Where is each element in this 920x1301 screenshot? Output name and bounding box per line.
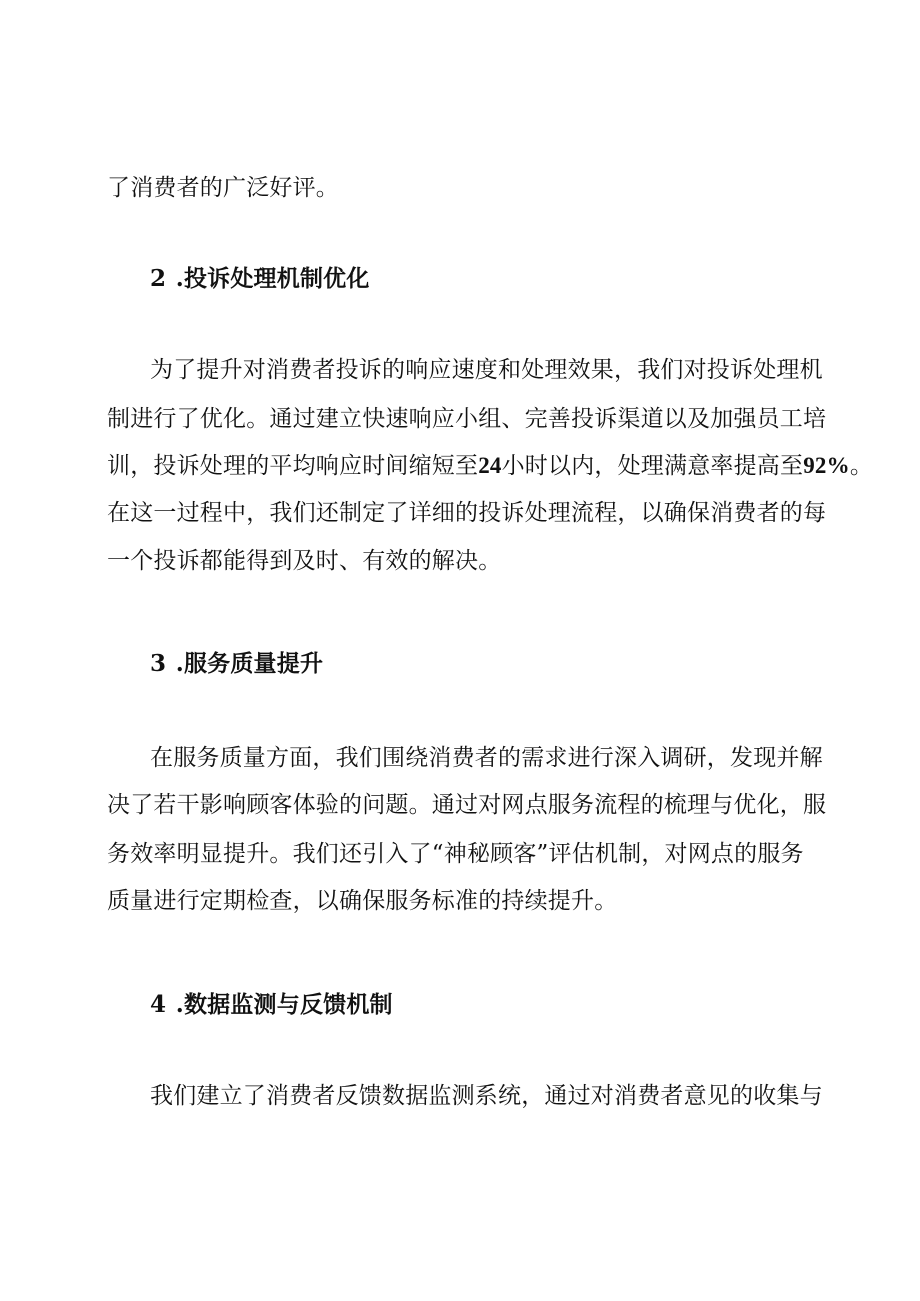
paragraph-line: 我们建立了消费者反馈数据监测系统，通过对消费者意见的收集与: [150, 1083, 823, 1109]
section-title: .服务质量提升: [175, 650, 324, 677]
section-heading-3: [150, 648, 323, 680]
section-number: 4: [150, 991, 167, 1018]
text-segment: 。: [849, 453, 874, 479]
paragraph-line: 一个投诉都能得到及时、有效的解决。: [107, 548, 502, 574]
paragraph-line: 务效率明显提升。我们还引入了“神秘顾客”评估机制，对网点的服务: [107, 841, 804, 867]
section-title: .数据监测与反馈机制: [175, 991, 393, 1018]
text-segment: 训，投诉处理的平均响应时间缩短至: [107, 453, 479, 479]
paragraph-line: 质量进行定期检查，以确保服务标准的持续提升。: [107, 888, 618, 914]
text-segment: 小时以内，处理满意率提高至: [501, 453, 804, 479]
paragraph-line: 制进行了优化。通过建立快速响应小组、完善投诉渠道以及加强员工培: [107, 406, 827, 432]
section-heading-2: [150, 263, 370, 295]
section-heading-4: [150, 989, 393, 1021]
paragraph-line: 在服务质量方面，我们围绕消费者的需求进行深入调研，发现并解: [150, 745, 823, 771]
paragraph-line: 为了提升对消费者投诉的响应速度和处理效果，我们对投诉处理机: [150, 357, 823, 383]
paragraph-line-with-figures: [107, 450, 873, 482]
paragraph-line: 在这一过程中，我们还制定了详细的投诉处理流程，以确保消费者的每: [107, 500, 827, 526]
intro-tail-line: 了消费者的广泛好评。: [107, 175, 339, 201]
satisfaction-rate-value: 92%: [803, 453, 850, 478]
section-number: 3: [150, 650, 167, 677]
paragraph-line: 决了若干影响顾客体验的问题。通过对网点服务流程的梳理与优化，服: [107, 792, 827, 818]
section-number: 2: [150, 265, 167, 292]
response-hours-value: 24: [478, 453, 502, 478]
section-title: .投诉处理机制优化: [175, 265, 370, 292]
